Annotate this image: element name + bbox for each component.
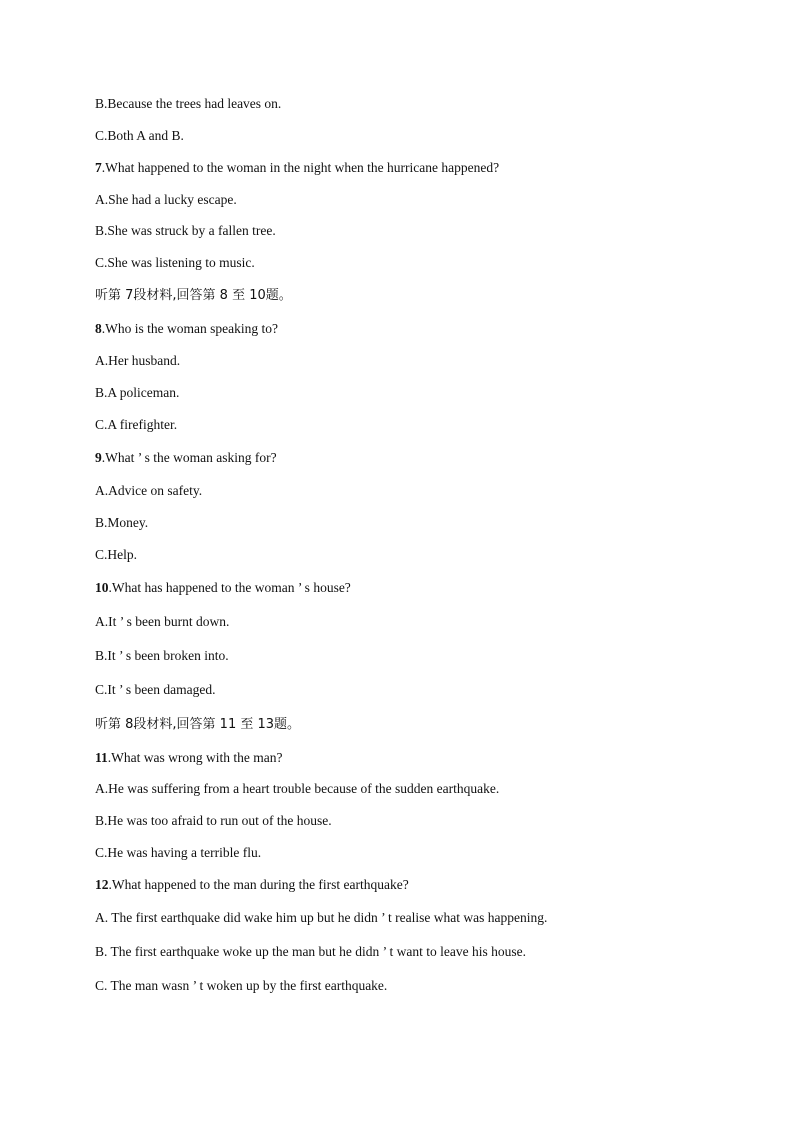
- q10-option-a: A.It ’ s been burnt down.: [95, 614, 230, 629]
- q7-option-a: A.She had a lucky escape.: [95, 192, 237, 207]
- q8-number: 8: [95, 321, 102, 336]
- q6-option-b: B.Because the trees had leaves on.: [95, 96, 282, 111]
- q7-question-text: .What happened to the woman in the night when the hurricane happened?: [101, 160, 500, 175]
- q11-question-text: .What was wrong with the man?: [107, 750, 283, 765]
- q7-option-b: B.She was struck by a fallen tree.: [95, 223, 276, 238]
- q7-question: [95, 159, 499, 177]
- q8-option-b: B.A policeman.: [95, 385, 180, 400]
- q9-question-text: .What ’ s the woman asking for?: [101, 450, 277, 465]
- q6-option-c: C.Both A and B.: [95, 128, 184, 143]
- q8-option-a: A.Her husband.: [95, 353, 181, 368]
- q8-question-text: .Who is the woman speaking to?: [101, 321, 278, 336]
- q10-option-b: B.It ’ s been broken into.: [95, 648, 229, 663]
- q8-question: [95, 320, 278, 338]
- q12-option-a: A. The first earthquake did wake him up but he didn ’ t realise what was happening.: [95, 910, 548, 925]
- q11-question: [95, 749, 282, 767]
- q12-question: [95, 876, 409, 894]
- q11-option-b: B.He was too afraid to run out of the house.: [95, 813, 332, 828]
- q9-number: 9: [95, 450, 102, 465]
- q11-number: 11: [95, 750, 108, 765]
- q10-question-text: .What has happened to the woman ’ s house?: [108, 580, 351, 595]
- section-7-instruction: 听第 7段材料,回答第 8 至 10题。: [95, 288, 292, 303]
- q11-option-c: C.He was having a terrible flu.: [95, 845, 262, 860]
- q12-option-b: B. The first earthquake woke up the man but he didn ’ t want to leave his house.: [95, 944, 527, 959]
- section-8-instruction: 听第 8段材料,回答第 11 至 13题。: [95, 717, 301, 732]
- q8-option-c: C.A firefighter.: [95, 417, 178, 432]
- q7-number: 7: [95, 160, 102, 175]
- q10-number: 10: [95, 580, 109, 595]
- q10-question: [95, 579, 351, 597]
- q12-question-text: .What happened to the man during the first earthquake?: [108, 877, 409, 892]
- q12-option-c: C. The man wasn ’ t woken up by the first earthquake.: [95, 978, 388, 993]
- q10-option-c: C.It ’ s been damaged.: [95, 682, 216, 697]
- q12-number: 12: [95, 877, 109, 892]
- q9-question: [95, 449, 277, 467]
- q9-option-a: A.Advice on safety.: [95, 483, 203, 498]
- q7-option-c: C.She was listening to music.: [95, 255, 255, 270]
- q9-option-c: C.Help.: [95, 547, 137, 562]
- q11-option-a: A.He was suffering from a heart trouble because of the sudden earthquake.: [95, 781, 500, 796]
- q9-option-b: B.Money.: [95, 515, 149, 530]
